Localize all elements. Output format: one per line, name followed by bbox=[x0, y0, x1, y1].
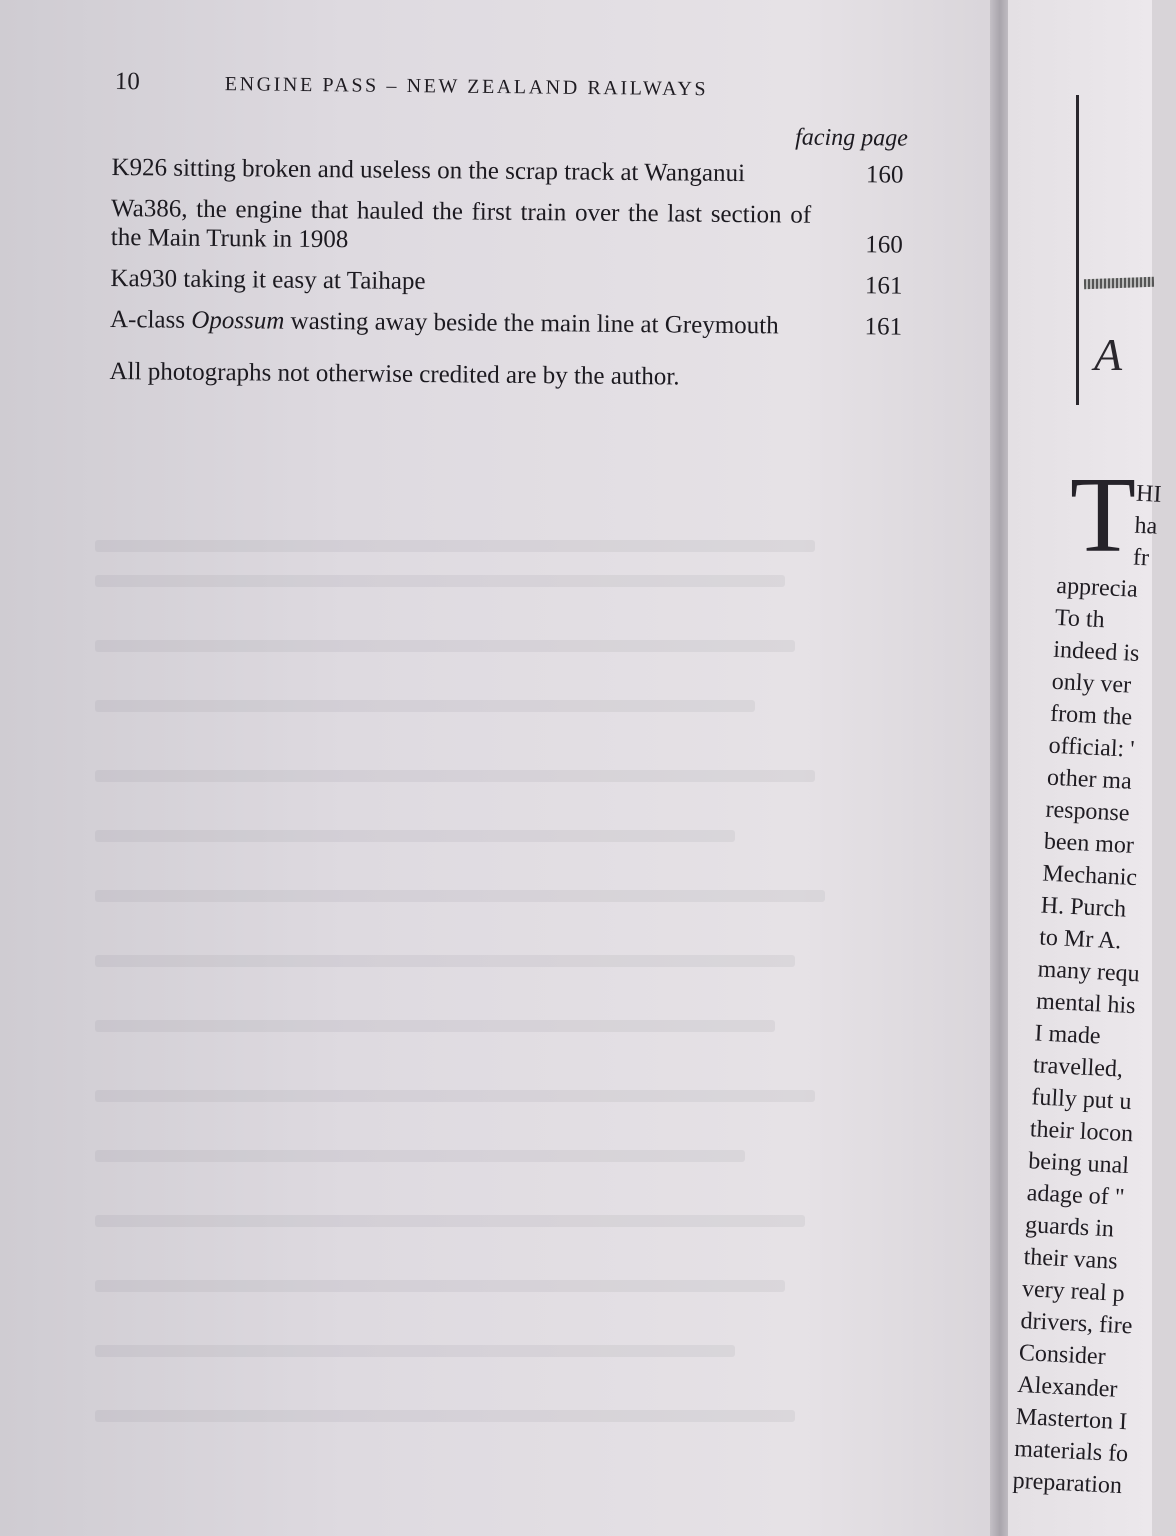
text-line: many requ bbox=[1037, 956, 1141, 988]
bleed-through-line bbox=[95, 955, 795, 967]
text-line: apprecia bbox=[1055, 572, 1139, 603]
text-line: drivers, fire bbox=[1019, 1308, 1134, 1340]
bleed-through-line bbox=[95, 575, 785, 587]
text-line: adage of " bbox=[1026, 1180, 1126, 1211]
text-line: to Mr A. bbox=[1038, 924, 1122, 955]
text-line: their locon bbox=[1029, 1116, 1134, 1148]
caption-engine-name: Opossum bbox=[191, 306, 285, 335]
text-line: guards in bbox=[1024, 1212, 1115, 1243]
bleed-through-line bbox=[95, 1410, 795, 1422]
text-line: very real p bbox=[1021, 1276, 1126, 1308]
caption-text-after: wasting away beside the main line at Greymouth bbox=[284, 307, 779, 340]
text-line: other ma bbox=[1046, 764, 1133, 795]
bleed-through-line bbox=[95, 830, 735, 842]
chapter-heading-fragment: A bbox=[1094, 329, 1123, 380]
decorative-rail-rule bbox=[1084, 277, 1154, 289]
bleed-through-line bbox=[95, 890, 825, 902]
right-page bbox=[1008, 0, 1163, 1536]
photo-credit-note: All photographs not otherwise credited are by the author. bbox=[109, 357, 680, 391]
list-item bbox=[111, 194, 912, 260]
list-item-page: 161 bbox=[864, 272, 903, 300]
text-line: I made bbox=[1034, 1020, 1102, 1050]
text-line: being unal bbox=[1027, 1148, 1130, 1180]
caption-text-before: A-class bbox=[109, 305, 192, 334]
text-line: from the bbox=[1049, 700, 1133, 731]
bleed-through-line bbox=[95, 1345, 735, 1357]
text-line: HI bbox=[1135, 480, 1163, 508]
column-heading: facing page bbox=[795, 124, 908, 152]
list-item-caption: Ka930 taking it easy at Taihape bbox=[110, 264, 426, 296]
text-line: mental his bbox=[1035, 988, 1137, 1020]
list-item-page: 160 bbox=[865, 231, 903, 259]
text-line: ha bbox=[1133, 512, 1158, 540]
list-item bbox=[111, 153, 911, 190]
bleed-through-line bbox=[95, 1215, 805, 1227]
running-head: ENGINE PASS – NEW ZEALAND RAILWAYS bbox=[224, 73, 709, 101]
bleed-through-line bbox=[95, 640, 795, 652]
text-line: fully put u bbox=[1030, 1084, 1133, 1116]
list-item-caption bbox=[110, 305, 810, 341]
bleed-through-line bbox=[95, 540, 815, 552]
text-line: To th bbox=[1054, 604, 1106, 634]
text-line: Alexander bbox=[1016, 1371, 1118, 1403]
list-item-caption: Wa386, the engine that hauled the first train over the last section of the Main Trunk in 1908 bbox=[110, 194, 812, 254]
bleed-through-line bbox=[95, 700, 755, 712]
facing-page-text bbox=[1012, 474, 1176, 1502]
text-line: only ver bbox=[1051, 668, 1132, 699]
list-item bbox=[110, 264, 910, 301]
bleed-through-line bbox=[95, 1280, 785, 1292]
text-line: Mechanic bbox=[1041, 860, 1138, 892]
text-line: indeed is bbox=[1052, 636, 1140, 667]
text-line: official: ' bbox=[1048, 732, 1136, 763]
text-line: Masterton I bbox=[1015, 1403, 1128, 1436]
list-item bbox=[110, 305, 910, 342]
bleed-through-line bbox=[95, 1150, 745, 1162]
text-line: H. Purch bbox=[1040, 892, 1127, 923]
page-number: 10 bbox=[114, 68, 140, 96]
bleed-through-line bbox=[95, 1090, 815, 1102]
list-item-page: 160 bbox=[865, 161, 904, 189]
list-item-page: 161 bbox=[864, 313, 903, 341]
text-line: travelled, bbox=[1032, 1052, 1124, 1083]
text-line: Consider bbox=[1018, 1339, 1107, 1371]
illustrations-list bbox=[109, 118, 912, 394]
text-line: fr bbox=[1132, 544, 1150, 572]
bleed-through-line bbox=[95, 1020, 775, 1032]
drop-cap: T bbox=[1070, 456, 1136, 575]
chapter-frame-rule bbox=[1076, 95, 1079, 405]
text-line: materials fo bbox=[1013, 1435, 1129, 1468]
text-line: preparation bbox=[1012, 1467, 1123, 1500]
text-line: their vans bbox=[1023, 1244, 1119, 1275]
text-line: been mor bbox=[1043, 828, 1135, 859]
list-item-caption: K926 sitting broken and useless on the scrap track at Wanganui bbox=[111, 153, 746, 188]
text-line: response bbox=[1044, 796, 1131, 827]
bleed-through-line bbox=[95, 770, 815, 782]
